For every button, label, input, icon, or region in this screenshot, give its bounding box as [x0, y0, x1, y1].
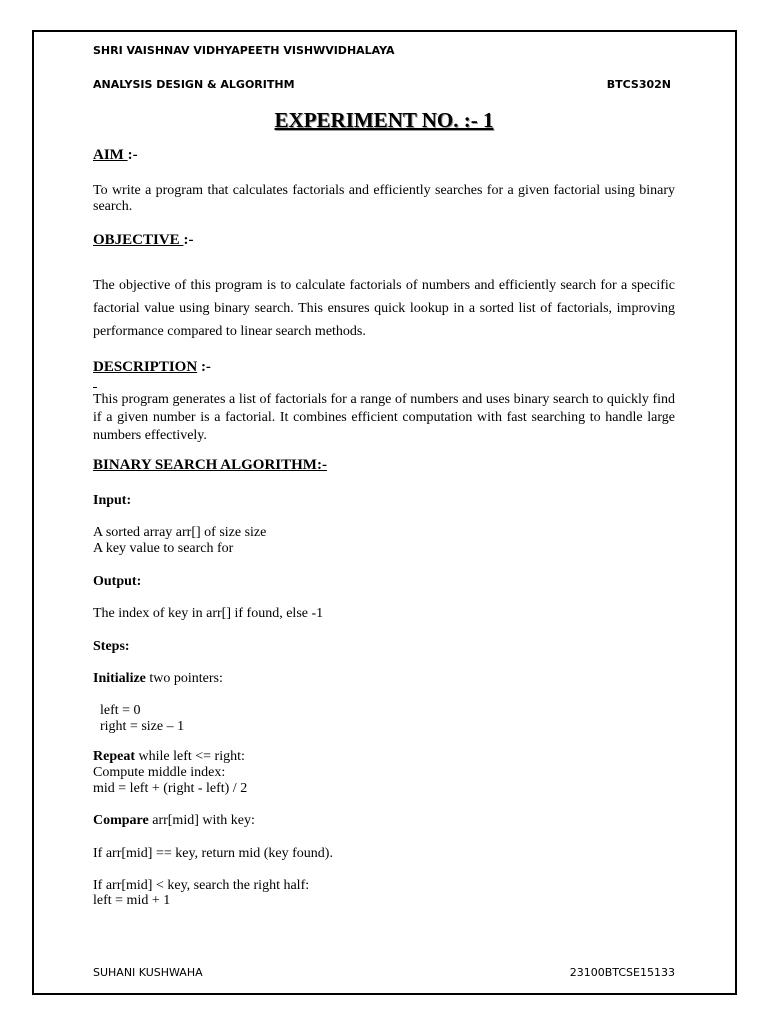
step-compare-bold: Compare	[93, 813, 149, 828]
footer-enrollment: 23100BTCSE15133	[569, 966, 675, 979]
objective-heading-label: OBJECTIVE	[93, 232, 184, 248]
step-initialize	[93, 671, 223, 687]
footer-name: SUHANI KUSHWAHA	[93, 966, 203, 979]
subject-name: ANALYSIS DESIGN & ALGORITHM	[93, 78, 295, 91]
description-heading-label: DESCRIPTION	[93, 359, 198, 375]
output-text: The index of key in arr[] if found, else -1	[93, 606, 324, 621]
description-heading-suffix: :-	[197, 359, 211, 375]
step-repeat	[93, 749, 245, 765]
input-line-2: A key value to search for	[93, 541, 234, 556]
objective-text: The objective of this program is to calculate factorials of numbers and efficiently search for a specific factorial value using binary search. This ensures quick lookup in a sorted list of factorials, improving performance compared to linear search methods.	[93, 278, 675, 339]
aim-text: To write a program that calculates factorials and efficiently searches for a given factorial using binary search.	[93, 183, 675, 214]
steps-label: Steps:	[93, 639, 130, 654]
underline-mark	[93, 387, 97, 388]
objective-heading-suffix: :-	[183, 232, 194, 248]
aim-heading	[93, 147, 138, 163]
algorithm-heading-label: BINARY SEARCH ALGORITHM:-	[93, 457, 327, 473]
step-compare	[93, 813, 255, 829]
left-update: left = mid + 1	[93, 893, 171, 908]
step-repeat-bold: Repeat	[93, 749, 135, 764]
experiment-title: EXPERIMENT NO. :- 1	[274, 108, 494, 132]
found-case: If arr[mid] == key, return mid (key found).	[93, 846, 333, 861]
course-code: BTCS302N	[606, 78, 671, 91]
input-label: Input:	[93, 493, 132, 508]
objective-heading	[93, 232, 193, 248]
algorithm-heading	[93, 457, 327, 473]
description-text: This program generates a list of factorials for a range of numbers and uses binary search to quickly find if a given number is a factorial. It combines efficient computation with fast searching to handle large numbers effectively.	[93, 392, 675, 443]
less-case: If arr[mid] < key, search the right half:	[93, 878, 310, 893]
step-compare-rest: arr[mid] with key:	[148, 813, 255, 828]
right-init: right = size – 1	[100, 719, 185, 734]
description-heading	[93, 359, 211, 375]
output-label: Output:	[93, 574, 142, 589]
aim-heading-suffix: :-	[127, 147, 138, 163]
input-line-1: A sorted array arr[] of size size	[93, 525, 267, 540]
step-repeat-rest: while left <= right:	[135, 749, 245, 764]
left-init: left = 0	[100, 703, 141, 718]
aim-heading-label: AIM	[93, 147, 128, 163]
step-initialize-rest: two pointers:	[145, 671, 223, 686]
university-name: SHRI VAISHNAV VIDHYAPEETH VISHWVIDHALAYA	[93, 44, 395, 57]
step-initialize-bold: Initialize	[93, 671, 146, 686]
compute-mid: Compute middle index:	[93, 765, 226, 780]
mid-formula: mid = left + (right - left) / 2	[93, 781, 248, 796]
